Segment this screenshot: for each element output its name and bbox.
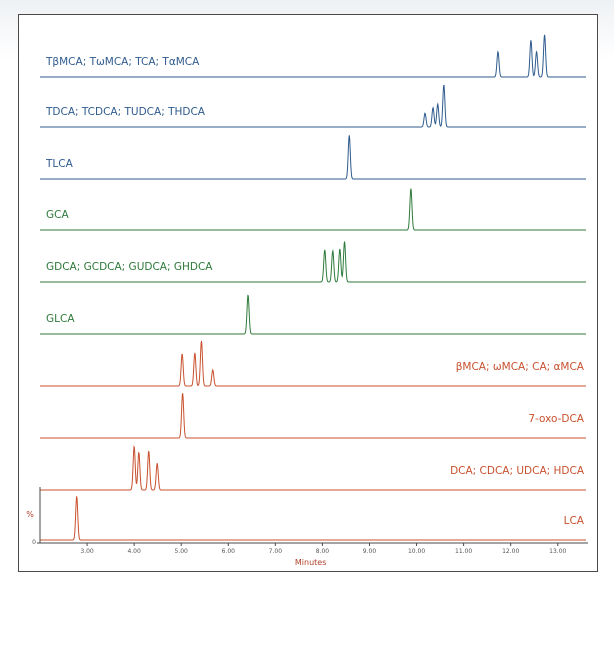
- trace-4: [40, 189, 586, 230]
- trace-label-8: 7-oxo-DCA: [528, 413, 584, 425]
- trace-6: [40, 295, 586, 334]
- trace-label-7: βMCA; ωMCA; CA; αMCA: [455, 361, 584, 373]
- x-tick-label: 13.00: [549, 548, 567, 555]
- x-tick-label: 12.00: [502, 548, 520, 555]
- trace-label-5: GDCA; GCDCA; GUDCA; GHDCA: [46, 261, 213, 273]
- trace-3: [40, 135, 586, 179]
- y-axis-zero-label: 0: [32, 539, 36, 546]
- x-tick-label: 9.00: [362, 548, 377, 555]
- trace-8: [40, 393, 586, 438]
- x-axis-label: Minutes: [294, 558, 327, 567]
- x-tick-label: 11.00: [455, 548, 473, 555]
- trace-label-6: GLCA: [46, 313, 75, 325]
- trace-label-2: TDCA; TCDCA; TUDCA; THDCA: [46, 106, 205, 118]
- x-axis: [26, 487, 588, 567]
- trace-10: [40, 496, 586, 540]
- trace-label-1: TβMCA; TωMCA; TCA; TαMCA: [46, 56, 200, 68]
- x-tick-label: 5.00: [174, 548, 188, 555]
- x-tick-label: 4.00: [127, 548, 141, 555]
- trace-label-4: GCA: [46, 209, 69, 221]
- trace-label-9: DCA; CDCA; UDCA; HDCA: [450, 465, 584, 477]
- x-tick-label: 3.00: [80, 548, 94, 555]
- x-tick-label: 6.00: [221, 548, 235, 555]
- trace-label-3: TLCA: [46, 158, 73, 170]
- x-tick-label: 8.00: [315, 548, 330, 555]
- x-tick-label: 7.00: [268, 548, 283, 555]
- trace-label-10: LCA: [563, 515, 584, 527]
- x-tick-label: 10.00: [407, 548, 426, 555]
- y-axis-label: %: [26, 510, 34, 519]
